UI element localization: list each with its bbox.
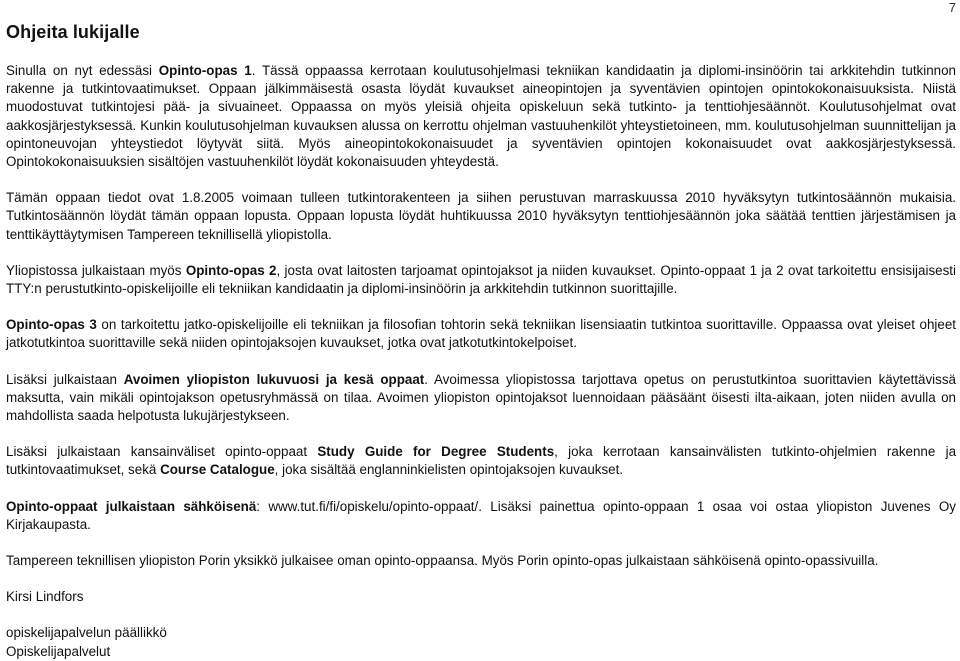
emphasis-electronic: Opinto-oppaat julkaistaan sähköisenä (6, 498, 257, 514)
paragraph-international-guides (6, 443, 956, 479)
page-title: Ohjeita lukijalle (6, 22, 140, 42)
signature-unit: Opiskelijapalvelut (6, 643, 111, 659)
text-run: on tarkoitettu jatko-opiskelijoille eli tekniikan ja filosofian tohtorin sekä tekniikan lisensiaatin tutkintoa suorittaville. Oppaassa ovat yleiset ohjeet jatkotutkintoa suorittaville sekä niiden opintojaksojen kuvaukset, jotka ovat jatkotutkintokelpoiset. (6, 317, 956, 351)
emphasis-guide-3: Opinto-opas 3 (6, 317, 97, 333)
signature-role: opiskelijapalvelun päällikkö (6, 625, 167, 641)
paragraph-pori: Tampereen teknillisen yliopiston Porin yksikkö julkaisee oman opinto-oppaansa. Myös Porin opinto-opas julkaistaan sähköisenä opinto-opassivuilla. (6, 553, 879, 569)
text-run: , josta ovat laitosten tarjoamat opintojaksot ja niiden kuvaukset. Opinto-oppaat 1 ja 2 ovat tarkoitettu ensisijaisesti TTY:n perustutkinto-opiskelijoille eli tekniikan kandidaatin ja diplomi-insinöörin ja arkkitehdin tutkinnon suorittajille. (6, 262, 956, 297)
text-run: Sinulla on nyt edessäsi (6, 63, 159, 78)
text-run: Yliopistossa julkaistaan myös (6, 262, 186, 278)
signature-block (6, 588, 956, 661)
emphasis-course-catalogue: Course Catalogue (160, 462, 275, 478)
paragraph-electronic (6, 498, 956, 534)
page-number: 7 (948, 0, 956, 15)
emphasis-study-guide: Study Guide for Degree Students (317, 444, 555, 460)
emphasis-guide-1: Opinto-opas 1 (158, 63, 252, 78)
text-run: . Avoimessa yliopistossa tarjottava opetus on perustutkintoa suorittavien käytettävissä maksutta, vain mikäli opintojakson opetusryhmässä on tilaa. Avoimen yliopiston opintojaksot luennoidaan pääsäänt öisesti ilta-aikaan, joten niiden avulla on mahdollista saada helpotusta lukujärjestykseen. (6, 371, 956, 424)
paragraph-degree-rules: Tämän oppaan tiedot ovat 1.8.2005 voimaan tulleen tutkintorakenteen ja siihen perustuvan marraskuussa 2010 hyväksytyn tutkintosäännön mukaisia. Tutkintosäännön löydät tämän oppaan lopusta. Oppaan lopusta löydät huhtikuussa 2010 hyväksytyn tenttiohjesäännön joka säätää tenttien järjestämisen ja tenttikäyttäytymisen Tampereen teknillisellä yliopistolla. (6, 190, 956, 242)
text-run: . Tässä oppaassa kerrotaan koulutusohjelmasi tekniikan kandidaatin ja diplomi-insinöörin tai arkkitehdin tutkinnon rakenne ja tutkintovaatimukset. Oppaan jälkimmäisestä osasta löydät kuvaukset aineopintojen ja syventävien opintojen opintokokonaisuuksista. Niistä muodostuvat tutkintojesi pää- ja sivuaineet. Oppaassa on myös yleisiä ohjeita opiskeluun sekä tutkinto- ja tenttiohjesäännöt. Koulutusohjelmat ovat aakkosjärjestyksessä. Kunkin koulutusohjelman kuvauksen alussa on kerrottu ohjelman vastuuhenkilöt yhteystietoineen, mm. koulutusohjelman suunnittelijan ja opintoneuvojan yhteystiedot löytyvät siitä. Myös aineopintokokonaisuudet ja syventävien opintojen kokonaisuudet ovat aakkosjärjestyksessä. Opintokokonaisuuksien sisältöjen vastuuhenkilöt löydät kokonaisuuden yhteydestä. (6, 63, 956, 170)
paragraph-open-university (6, 371, 956, 426)
text-run: , joka sisältää englanninkielisten opintojaksojen kuvaukset. (274, 462, 624, 478)
signature-name: Kirsi Lindfors (6, 589, 84, 605)
text-run: Lisäksi julkaistaan kansainväliset opinto-oppaat (6, 444, 318, 460)
document-body (6, 62, 956, 661)
text-run: Lisäksi julkaistaan (6, 371, 124, 387)
emphasis-guide-2: Opinto-opas 2 (185, 262, 277, 278)
emphasis-open-university: Avoimen yliopiston lukuvuosi ja kesä oppaat (123, 371, 425, 387)
signature-spacer (6, 606, 956, 624)
text-run: , joka kerrotaan kansainvälisten tutkinto-ohjelmien rakenne ja tutkintovaatimukset, sekä (6, 444, 957, 478)
text-run: : www.tut.fi/fi/opiskelu/opinto-oppaat/. Lisäksi painettua opinto-oppaan 1 osaa voi ostaa yliopiston Juvenes Oy Kirjakaupasta. (6, 498, 956, 532)
paragraph-intro (6, 62, 956, 171)
paragraph-guide-3 (6, 316, 956, 352)
paragraph-guide-2 (6, 262, 956, 298)
